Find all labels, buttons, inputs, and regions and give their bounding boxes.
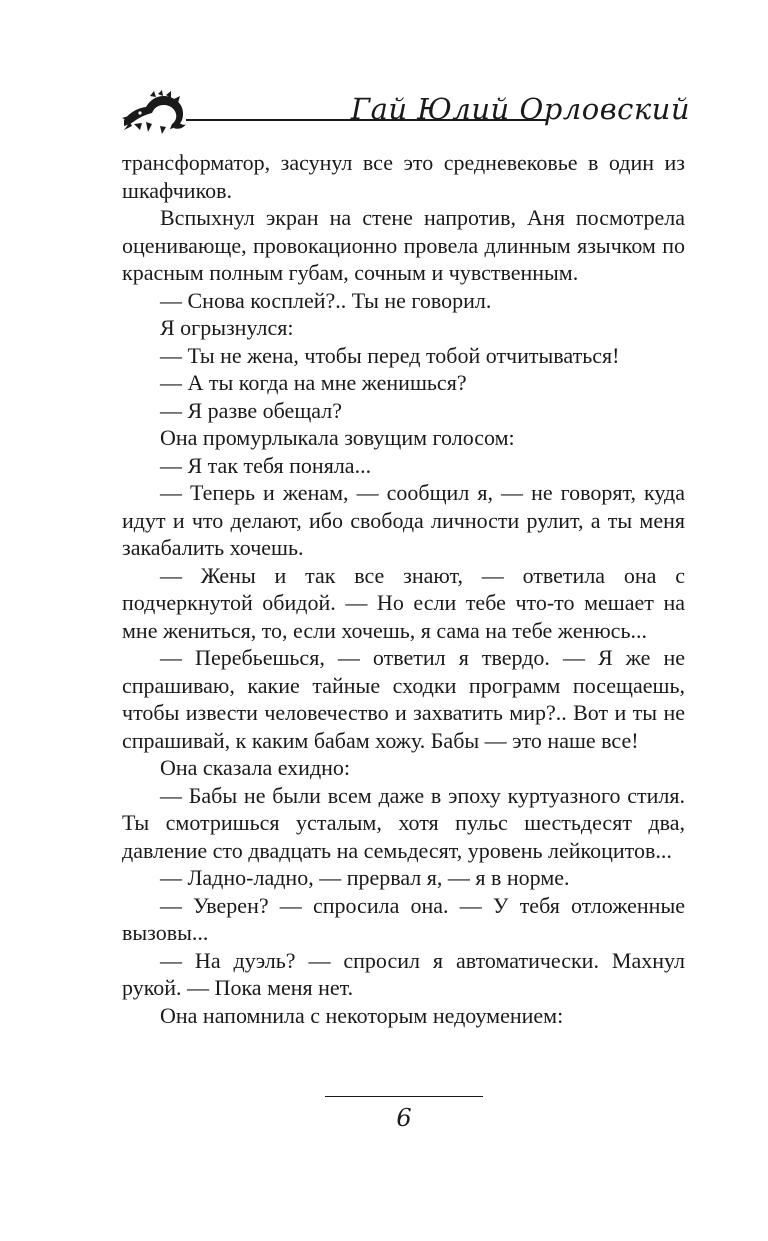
paragraph: Я огрызнулся: (160, 315, 294, 340)
paragraph: — Я так тебя поняла... (160, 452, 372, 478)
paragraph: — Жены и так все знают, — ответила она с подчеркнутой обидой. — Но если тебе что-то мешает на мне жениться, то, если хочешь, я сама на тебе женюсь... (122, 562, 685, 643)
body-text (122, 149, 685, 1029)
paragraph: — Я разве обещал? (160, 397, 342, 423)
page-number: 6 (396, 1104, 412, 1132)
paragraph: — Теперь и женам, — сообщил я, — не говорят, куда идут и что делают, ибо свобода личности рулит, а ты меня закабалить хочешь. (122, 480, 685, 560)
paragraph: — Снова косплей?.. Ты не говорил. (160, 287, 492, 313)
paragraph: — Уверен? — спросила она. — У тебя отложенные вызовы... (122, 892, 685, 945)
paragraph: — Перебьешься, — ответил я твердо. — Я же не спрашиваю, какие тайные сходки программ посещаешь, чтобы извести человечество и захватить мир?.. Вот и ты не спрашивай, к каким бабам хожу. Бабы — это наше все! (122, 645, 685, 753)
paragraph: — Ладно-ладно, — прервал я, — я в норме. (160, 865, 570, 890)
paragraph: — Бабы не были всем даже в эпоху куртуазного стиля. Ты смотришься усталым, хотя пульс шестьдесят два, давление сто двадцать на семьдесят, уровень лейкоцитов... (122, 782, 685, 863)
paragraph: — А ты когда на мне женишься? (160, 370, 467, 395)
paragraph: — На дуэль? — спросил я автоматически. Махнул рукой. — Пока меня нет. (122, 947, 685, 1000)
paragraph: — Ты не жена, чтобы перед тобой отчитываться! (160, 342, 620, 368)
running-header (120, 88, 690, 138)
paragraph: трансформатор, засунул все это средневековье в один из шкафчиков. (122, 150, 685, 203)
paragraph: Она напомнила с некоторым недоумением: (160, 1002, 564, 1028)
paragraph: Вспыхнул экран на стене напротив, Аня посмотрела оценивающе, провокационно провела длинным язычком по красным полным губам, сочным и чувственным. (122, 205, 685, 285)
paragraph: Она промурлыкала зовущим голосом: (160, 425, 515, 450)
dragon-icon (120, 90, 186, 134)
paragraph: Она сказала ехидно: (160, 755, 351, 780)
author-name: Гай Юлий Орловский (350, 92, 690, 126)
footer-rule (325, 1096, 483, 1097)
